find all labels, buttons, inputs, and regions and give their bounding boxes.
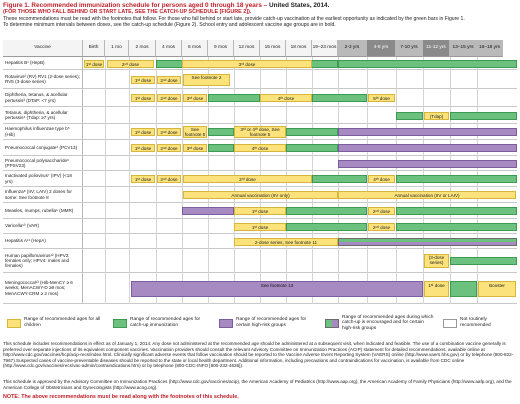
vaccine-name: Inactivated poliovirus⁷ (IPV) (<18 yrs): [3, 171, 83, 187]
dose-bar: [424, 254, 449, 268]
legend-swatch-green: [113, 319, 127, 328]
dose-label: (3-dose series): [428, 255, 445, 266]
high-risk-bar: [182, 207, 234, 215]
dose-bar: [234, 126, 286, 138]
catch-up-bar: [208, 128, 234, 136]
dose-bar: [368, 223, 395, 231]
vaccine-name: Varicella¹⁰ (VAR): [3, 219, 83, 234]
schedule-paragraph-1: This schedule includes recommendations in effect as of January 1, 2014. Any dose not administered at the recommended age should be administered at a subsequent visit, when indicated and feasible. The use of a combination vaccine generally is preferred over separate injections of its equivalent component vaccines. Vaccination providers should consult the relevant Advisory Committee on Immunization Practices (ACIP) statement for detailed recommendations, available online at http://www.cdc.gov/vaccines/hcp/acip-recs/index.html. Clinically significant adverse events that follow vaccination should be reported to the Vaccine Adverse Event Reporting System (VAERS) online (http://www.vaers.hhs.gov) or by telephone (800-822-7967).Suspected cases of vaccine-preventable diseases should be reported to the state or local health department. Additional information, including precautions and contraindications for vaccination, is available from CDC online (http://www.cdc.gov/vaccines/recs/vac-admin/contraindications.htm) or by telephone (800-CDC-INFO [800-232-4636]).: [3, 341, 514, 369]
dose-label: 1ˢᵗ dose: [134, 177, 152, 182]
legend-item-catch-up: [113, 309, 213, 337]
catch-up-bar: [396, 175, 517, 183]
dose-label: 2ⁿᵈ dose: [372, 224, 391, 230]
dose-label: 2ⁿᵈ dose: [160, 146, 178, 151]
schedule-paragraph-2: This schedule is approved by the Advisory Committee on Immunization Practices (http://www.cdc.gov/vaccines/acip), the American Academy of Pediatrics (http://www.aap.org), the American Academy of Family Physicians (http://www.aafp.org), and the American College of Obstetricians and Gynecologists (http://www.acog.org).: [3, 379, 512, 390]
dose-bar: [183, 94, 207, 102]
vaccine-name: Rotavirus² (RV) RV1 (2-dose series); RV5 (3-dose series): [3, 70, 83, 89]
intro-text: [3, 16, 517, 28]
legend-label: Range of recommended ages for all children: [24, 317, 101, 328]
dose-bar: [368, 94, 395, 102]
catch-up-bar: [450, 281, 477, 297]
figure-title-dates: United States, 2014.: [267, 2, 330, 9]
dose-label: 1ˢᵗ dose: [134, 130, 152, 135]
catch-up-bar: [338, 60, 517, 68]
dose-label: Booster: [489, 282, 505, 288]
figure-subtitle: (FOR THOSE WHO FALL BEHIND OR START LATE, SEE THE CATCH-UP SCHEDULE [FIGURE 2]).: [3, 9, 252, 15]
header-age: 16–18 yrs: [477, 40, 503, 57]
header-age: Birth: [83, 40, 105, 57]
dose-bar: [368, 175, 395, 183]
dose-label: Annual vaccination (IIV or LAIV): [394, 193, 460, 198]
high-risk-bar: [338, 144, 517, 152]
catch-up-bar: [286, 144, 338, 152]
dose-label: 1ˢᵗ dose: [134, 96, 152, 101]
figure-title-main: Figure 1. Recommended immunization schedule for persons aged 0 through 18 years –: [3, 2, 268, 9]
vaccine-name: Hepatitis B¹ (HepB): [3, 57, 83, 70]
dose-bar: [84, 60, 104, 68]
high-risk-bar: [338, 160, 517, 168]
legend-swatch-yellow: [7, 319, 21, 328]
dose-bar: [478, 281, 516, 297]
dose-label: 3ʳᵈ dose: [186, 146, 204, 151]
dose-bar: [183, 74, 230, 86]
header-age: 13–15 yrs: [450, 40, 477, 57]
dose-label: 3ʳᵈ or 4ᵗʰ dose, See footnote 5: [240, 127, 280, 138]
footnote-note: NOTE: The above recommendations must be read along with the footnotes of this schedule.: [3, 394, 239, 400]
catch-up-bar: [208, 144, 234, 152]
dose-label: Annual vaccination (IIV only): [231, 193, 290, 198]
header-age: 2-3 yrs: [338, 40, 367, 57]
dose-label: See footnote 5: [184, 127, 206, 138]
legend-swatch-purple: [219, 319, 233, 328]
legend-label: Range of recommended ages during which catch-up is encouraged and for certain high-risk groups: [342, 314, 434, 331]
catch-up-bar: [286, 207, 367, 215]
dose-bar: [131, 144, 155, 152]
vaccine-name: Human papillomavirus¹² (HPV2: females only; HPV4: males and females): [3, 249, 83, 273]
dose-label: 3ʳᵈ dose: [186, 96, 204, 101]
catch-up-bar: [450, 112, 517, 120]
header-age: 7-10 yrs: [396, 40, 423, 57]
vaccine-name: Measles, mumps, rubella⁹ (MMR): [3, 203, 83, 219]
legend-item-catch-up-high-risk: [325, 309, 435, 337]
dose-bar: [157, 76, 181, 84]
dose-bar: [131, 76, 155, 84]
dose-bar: [157, 128, 181, 136]
vaccine-name: Pneumococcal conjugate⁶ (PCV13): [3, 140, 83, 156]
dose-label: 1ˢᵗ dose: [85, 61, 103, 67]
vaccine-name: Diphtheria, tetanus, & acellular pertussis³ (DTaP: <7 yrs): [3, 89, 83, 107]
vaccine-name: Meningococcal¹³ (Hib-MenCY ≥ 6 weeks; MenACWY-D ≥9 mos; MenACWY-CRM ≥ 2 mos): [3, 273, 83, 304]
catch-up-bar: [396, 112, 423, 120]
dose-bar: [131, 175, 155, 183]
dose-bar: [157, 94, 181, 102]
header-age: 15 mos: [260, 40, 286, 57]
intro-line-1: These recommendations must be read with the footnotes that follow. For those who fall behind or start late, provide catch-up vaccination at the earliest opportunity as indicated by the green bars in Figure 1.: [3, 16, 465, 22]
legend-swatch-white: [443, 319, 457, 328]
dose-label: 4ᵗʰ dose: [251, 146, 269, 151]
legend-item-all-children: [7, 309, 107, 337]
dose-label: 4ᵗʰ dose: [277, 96, 295, 101]
header-age: 9 mos: [208, 40, 234, 57]
dose-bar: [234, 207, 286, 215]
legend-item-not-routine: [443, 309, 515, 337]
column-divider: [129, 57, 130, 304]
vaccine-name: Haemophilus influenzae type b⁵ (Hib): [3, 124, 83, 140]
dose-bar: [234, 144, 286, 152]
dose-bar: [260, 94, 312, 102]
catch-up-bar: [286, 128, 338, 136]
dose-label: 1ˢᵗ dose: [251, 224, 269, 230]
column-divider: [105, 57, 106, 304]
header-age: 4-6 yrs: [367, 40, 396, 57]
legend-swatch-green-purple: [325, 319, 339, 328]
catch-up-bar: [396, 223, 517, 231]
dose-bar: [368, 207, 395, 215]
dose-label: 1ˢᵗ dose: [428, 282, 445, 288]
high-risk-bar: [338, 128, 517, 136]
dose-label: 4ᵗʰ dose: [373, 177, 390, 182]
dose-label: 3ʳᵈ dose: [238, 61, 256, 67]
dose-bar: [183, 175, 312, 183]
dose-label: See footnote 2: [191, 74, 222, 80]
dose-label: 5ᵗʰ dose: [373, 96, 390, 101]
header-age: 18 mos: [286, 40, 312, 57]
legend-label: Range of recommended ages for certain high-risk groups: [236, 317, 307, 328]
intro-line-2: To determine minimum intervals between doses, see the catch-up schedule (Figure 2). School entry and adolescent vaccine age groups are in bold.: [3, 22, 336, 29]
header-age: 1 mo: [105, 40, 129, 57]
dose-bar: [131, 128, 155, 136]
dose-bar: [131, 94, 155, 102]
vaccine-name: Pneumococcal polysaccharide⁶ (PPSV23): [3, 156, 83, 171]
header-age: 12 mos: [234, 40, 260, 57]
legend-item-high-risk: [219, 309, 319, 337]
header-age: 19–23 mos: [312, 40, 338, 57]
dose-label: 1ˢᵗ dose: [134, 77, 152, 83]
vaccine-name: Tetanus, diphtheria, & acellular pertussis⁴ (Tdap: ≥7 yrs): [3, 107, 83, 124]
dose-label: 1ˢᵗ dose: [134, 146, 152, 151]
catch-up-high-risk-bar: [338, 238, 517, 246]
vaccine-name: Hepatitis A¹¹ (HepA): [3, 234, 83, 249]
dose-bar: [424, 281, 449, 297]
dose-label: 1ˢᵗ dose: [251, 209, 269, 214]
dose-bar: [234, 223, 286, 231]
header-age: 2 mos: [129, 40, 156, 57]
catch-up-bar: [396, 207, 517, 215]
catch-up-bar: [286, 223, 367, 231]
catch-up-bar: [312, 175, 367, 183]
dose-bar: [157, 175, 181, 183]
schedule-table: [3, 40, 517, 304]
dose-label: 2ⁿᵈ dose: [160, 177, 178, 182]
dose-label: 3ʳᵈ dose: [239, 177, 256, 182]
catch-up-bar: [450, 257, 517, 265]
header-age: 11-12 yrs: [423, 40, 450, 57]
dose-label: 2ⁿᵈ dose: [121, 61, 140, 67]
catch-up-bar: [312, 94, 367, 102]
dose-bar: [183, 144, 207, 152]
dose-label: 2ⁿᵈ dose: [160, 77, 178, 83]
dose-bar: [157, 144, 181, 152]
dose-bar: [107, 60, 154, 68]
dose-label: (Tdap): [429, 113, 444, 119]
vaccine-name: Influenza⁸ (IIV; LAIV) 2 doses for some: See footnote 8: [3, 187, 83, 203]
dose-bar: [183, 191, 338, 199]
legend: [3, 307, 517, 340]
header-vaccine: Vaccine: [3, 40, 83, 57]
dose-bar: [131, 281, 423, 297]
dose-bar: [182, 60, 312, 68]
dose-label: 2ⁿᵈ dose: [160, 96, 178, 101]
dose-bar: [424, 112, 449, 120]
dose-bar: [234, 238, 338, 246]
legend-label: Not routinely recommended: [460, 317, 491, 328]
dose-label: 2ⁿᵈ dose: [160, 130, 178, 135]
catch-up-bar: [208, 94, 260, 102]
legend-label: Range of recommended ages for catch-up immunization: [130, 317, 201, 328]
dose-label: 2ⁿᵈ dose: [372, 209, 391, 214]
dose-label: See footnote 13: [260, 282, 294, 288]
dose-bar: [183, 126, 207, 138]
header-age: 6 mos: [182, 40, 208, 57]
dose-label: 2-dose series, See footnote 11: [254, 239, 318, 245]
header-age: 4 mos: [156, 40, 182, 57]
dose-bar: [338, 191, 516, 199]
